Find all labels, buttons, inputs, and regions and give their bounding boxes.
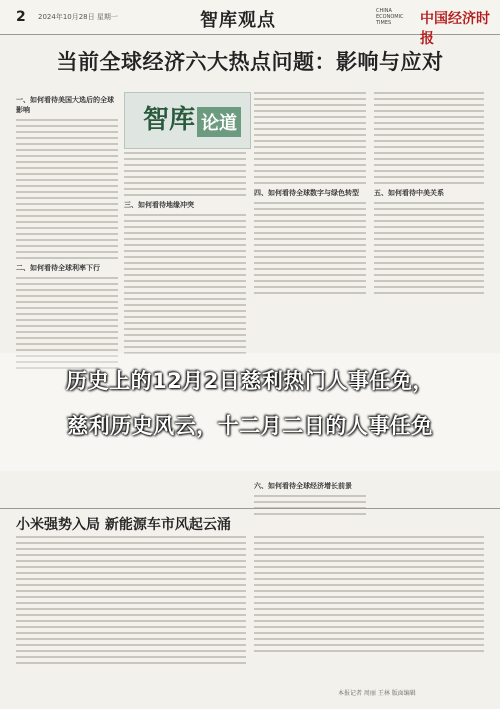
caption-line-2: 慈利历史风云，十二月二日的人事任免: [67, 414, 433, 438]
section-title: 智库观点: [200, 10, 276, 31]
footer-credit: 本报记者 周丽 王林 版面编辑: [338, 690, 416, 697]
bottom-headline: 小米强势入局 新能源车市风起云涌: [16, 517, 231, 533]
subhead: 五、如何看待中美关系: [374, 189, 444, 197]
subhead: 一、如何看待美国大选后的全球影响: [16, 96, 114, 114]
column-3-lower: [254, 478, 366, 519]
subhead: 六、如何看待全球经济增长前景: [254, 482, 352, 490]
bottom-right-text: [254, 536, 484, 656]
subhead: 二、如何看待全球利率下行: [16, 264, 100, 272]
english-tag: CHINA ECONOMIC TIMES: [376, 8, 404, 26]
page-number: 2: [16, 9, 26, 25]
badge-right-text: 论道: [197, 107, 241, 137]
column-4: [374, 92, 484, 298]
section-divider: [0, 508, 500, 509]
issue-date: 2024年10月28日 星期一: [38, 13, 118, 21]
main-headline: 当前全球经济六大热点问题：影响与应对: [56, 49, 444, 74]
bottom-article: [16, 536, 246, 668]
masthead-bar: [0, 0, 500, 47]
column-2: [124, 152, 246, 358]
brand-logo: 中国经济时报: [420, 11, 490, 47]
column-badge: [124, 92, 251, 149]
badge-left-text: 智库: [143, 105, 196, 135]
column-1: [16, 92, 118, 373]
subhead: 三、如何看待地缘冲突: [124, 201, 194, 209]
column-3: [254, 92, 366, 298]
caption-line-1: 历史上的12月2日慈利热门人事任免，: [66, 369, 434, 393]
subhead: 四、如何看待全球数字与绿色转型: [254, 189, 359, 197]
